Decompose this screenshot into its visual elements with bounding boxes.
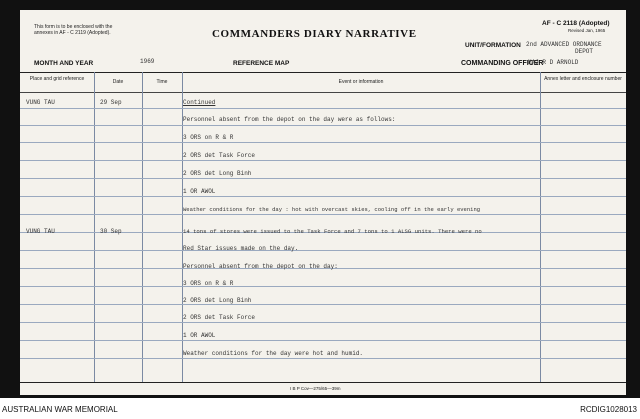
entry-1-line-4: 2 ORS det Task Force <box>183 152 256 159</box>
month-year-value: 1969 <box>140 58 155 65</box>
entry-2-line-6: 2 ORS det Task Force <box>183 314 256 321</box>
entry-2-line-5: 2 ORS det Long Binh <box>183 297 252 304</box>
print-code: I B P Cov—275/65—39m <box>290 386 341 391</box>
entry-2-line-4: 3 ORS on R & R <box>183 280 234 287</box>
col-divider-2 <box>142 72 143 382</box>
col-header-date: Date <box>112 79 124 85</box>
enclosure-notice-2: annexes in AF - C 2119 (Adopted). <box>34 30 111 36</box>
archive-record-id: RCDIG1028013 <box>580 405 637 414</box>
col-header-place: Place and grid reference <box>29 76 85 82</box>
entry-2-line-3: Personnel absent from the depot on the day: <box>183 263 338 270</box>
unit-label: UNIT/FORMATION <box>465 42 521 49</box>
unit-value-2: DEPOT <box>575 48 594 55</box>
table-bottom-rule <box>20 382 626 383</box>
commanding-officer-label: COMMANDING OFFICER <box>461 60 544 67</box>
table-top-rule <box>20 72 626 73</box>
entry-2-line-8: Weather conditions for the day were hot and humid. <box>183 350 364 357</box>
entry-2-line-1: 14 tons of stores were issued to the Task Force and 7 tons to 1 ALSG units. There were no <box>183 228 482 235</box>
col-divider-4 <box>540 72 541 382</box>
diary-page <box>20 10 626 395</box>
reference-map-label: REFERENCE MAP <box>233 60 290 67</box>
archive-name: AUSTRALIAN WAR MEMORIAL <box>2 405 118 414</box>
header-bottom-rule <box>20 92 626 93</box>
entry-2-place: VUNG TAU <box>26 228 55 235</box>
commanding-officer-value: MAJ R D ARNOLD <box>528 59 579 66</box>
col-divider-1 <box>94 72 95 382</box>
unit-value-1: 2nd ADVANCED ORDNANCE <box>526 41 602 48</box>
entry-1-date: 29 Sep <box>100 99 122 106</box>
entry-1-line-5: 2 ORS det Long Binh <box>183 170 252 177</box>
col-header-event: Event or information <box>338 79 384 85</box>
enclosure-notice-1: This form is to be enclosed with the <box>34 24 113 30</box>
entry-1-line-2: Personnel absent from the depot on the day were as follows: <box>183 116 396 123</box>
form-code: AF - C 2118 (Adopted) <box>542 20 610 27</box>
entry-1-line-1: Continued <box>183 99 216 106</box>
entry-2-date: 30 Sep <box>100 228 122 235</box>
page-title: COMMANDERS DIARY NARRATIVE <box>212 28 417 40</box>
entry-1-place: VUNG TAU <box>26 99 55 106</box>
col-header-annex: Annex letter and enclosure number <box>544 76 622 82</box>
revised-date: Revised Jan, 1965 <box>568 28 606 33</box>
entry-1-line-3: 3 ORS on R & R <box>183 134 234 141</box>
entry-2-line-2: Red Star issues made on the day. <box>183 245 299 252</box>
month-year-label: MONTH AND YEAR <box>34 60 94 67</box>
entry-2-line-7: 1 OR AWOL <box>183 332 216 339</box>
archive-footer <box>0 398 640 419</box>
col-header-time: Time <box>156 79 168 85</box>
entry-1-line-7: Weather conditions for the day : hot with overcast skies, cooling off in the early evening <box>183 206 481 213</box>
entry-1-line-6: 1 OR AWOL <box>183 188 216 195</box>
